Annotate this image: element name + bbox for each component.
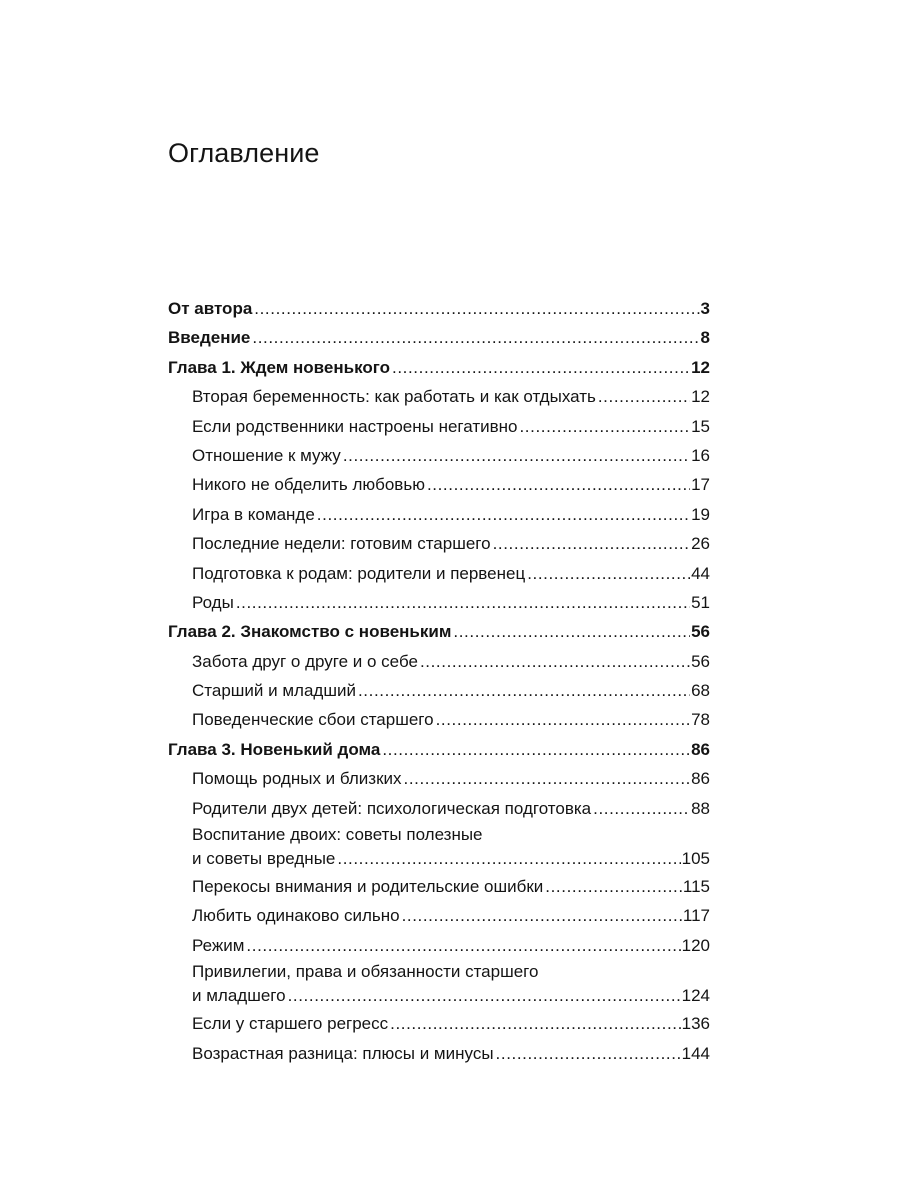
toc-entry-title: Старший и младший (192, 681, 356, 701)
toc-entry-sub (192, 441, 710, 470)
toc-entry-title: Родители двух детей: психологическая подготовка (192, 798, 592, 818)
page-title: Оглавление (168, 138, 320, 168)
toc-page-number: 26 (691, 534, 710, 554)
dot-leader (252, 323, 699, 352)
toc-entry-sub (192, 412, 710, 441)
dot-leader (402, 901, 682, 930)
toc-entry-title: Глава 2. Знакомство с новеньким (168, 622, 452, 642)
toc-entry-title: Подготовка к родам: родители и первенец (192, 563, 526, 583)
toc-entry-title: Перекосы внимания и родительские ошибки (192, 877, 544, 897)
toc-entry-sub (192, 901, 710, 930)
dot-leader (519, 412, 690, 441)
toc-entry-sub (192, 647, 710, 676)
toc-entry-title: Отношение к мужу (192, 445, 341, 465)
toc-page-number: 78 (691, 710, 710, 730)
dot-leader (427, 470, 690, 499)
toc-entry-title: Последние недели: готовим старшего (192, 534, 491, 554)
toc-entry-title: Глава 1. Ждем новенького (168, 357, 390, 377)
toc-entry-main (168, 323, 710, 352)
toc-entry-sub (192, 676, 710, 705)
toc-entry-title: Глава 3. Новенький дома (168, 739, 381, 759)
toc-page-number: 51 (691, 592, 710, 612)
dot-leader (246, 931, 680, 960)
toc-entry-sub (192, 872, 710, 901)
toc-entry-title: Возрастная разница: плюсы и минусы (192, 1043, 494, 1063)
dot-leader (358, 676, 690, 705)
toc-page-number: 56 (691, 651, 710, 671)
toc-entry-sub (192, 588, 710, 617)
toc-page-number: 12 (691, 357, 710, 377)
toc-page-number: 86 (691, 739, 710, 759)
toc-entry-main (168, 294, 710, 323)
dot-leader (382, 735, 690, 764)
toc-entry-sub (192, 1039, 710, 1068)
toc-entry-sub (192, 823, 710, 872)
dot-leader (254, 294, 699, 323)
dot-leader (392, 353, 690, 382)
toc-entry-main (168, 353, 710, 382)
toc-entry-sub (192, 931, 710, 960)
dot-leader (288, 984, 681, 1008)
table-of-contents (168, 294, 710, 1068)
toc-entry-title-line1: Привилегии, права и обязанности старшего (192, 962, 539, 982)
toc-entry-sub (192, 559, 710, 588)
toc-entry-title: и советы вредные (192, 849, 336, 869)
toc-page-number: 88 (691, 798, 710, 818)
toc-page-number: 17 (691, 475, 710, 495)
toc-entry-title: Роды (192, 592, 234, 612)
toc-page-number: 3 (700, 299, 710, 318)
toc-page-number: 19 (691, 504, 710, 524)
toc-entry-title: и младшего (192, 986, 286, 1006)
toc-entry-title: Помощь родных и близких (192, 769, 402, 789)
toc-entry-title-line1: Воспитание двоих: советы полезные (192, 825, 483, 845)
toc-page-number: 44 (691, 563, 710, 583)
toc-entry-main (168, 735, 710, 764)
dot-leader (337, 847, 680, 871)
toc-page-number: 12 (691, 387, 710, 407)
toc-entry-title: Режим (192, 935, 245, 955)
dot-leader (598, 382, 690, 411)
toc-entry-main (168, 617, 710, 646)
dot-leader (527, 559, 690, 588)
toc-entry-sub (192, 529, 710, 558)
toc-entry-sub (192, 382, 710, 411)
toc-page-number: 86 (691, 769, 710, 789)
toc-page-number: 16 (691, 445, 710, 465)
dot-leader (496, 1039, 681, 1068)
toc-entry-title: Поведенческие сбои старшего (192, 710, 434, 730)
toc-entry-sub (192, 1009, 710, 1038)
dot-leader (545, 872, 682, 901)
dot-leader (390, 1009, 680, 1038)
toc-page-number: 136 (681, 1014, 710, 1034)
toc-page-number: 56 (691, 622, 710, 642)
toc-entry-title: Любить одинаково сильно (192, 906, 400, 926)
toc-entry-title: Если родственники настроены негативно (192, 416, 518, 436)
dot-leader (317, 500, 690, 529)
toc-entry-title: Введение (168, 328, 251, 348)
toc-entry-sub (192, 705, 710, 734)
toc-entry-title: Никого не обделить любовью (192, 475, 425, 495)
toc-entry-sub (192, 500, 710, 529)
toc-entry-sub (192, 960, 710, 1009)
toc-page-number: 68 (691, 681, 710, 701)
toc-page-number: 120 (681, 935, 710, 955)
dot-leader (493, 529, 691, 558)
dot-leader (236, 588, 690, 617)
toc-page-number: 15 (691, 416, 710, 436)
toc-page-number: 115 (682, 877, 710, 897)
toc-entry-sub (192, 794, 710, 823)
toc-page-number: 144 (681, 1043, 710, 1063)
dot-leader (420, 647, 690, 676)
toc-entry-title: От автора (168, 299, 253, 318)
dot-leader (453, 617, 690, 646)
toc-entry-title: Если у старшего регресс (192, 1014, 389, 1034)
dot-leader (404, 764, 691, 793)
toc-page-number: 124 (681, 986, 710, 1006)
dot-leader (343, 441, 690, 470)
toc-entry-sub (192, 470, 710, 499)
toc-entry-title: Вторая беременность: как работать и как отдыхать (192, 387, 596, 407)
toc-page-number: 105 (681, 849, 710, 869)
toc-entry-title: Забота друг о друге и о себе (192, 651, 418, 671)
toc-entry-sub (192, 764, 710, 793)
toc-page-number: 8 (700, 328, 710, 348)
toc-page-number: 117 (682, 906, 710, 926)
dot-leader (436, 705, 691, 734)
toc-entry-title: Игра в команде (192, 504, 315, 524)
dot-leader (593, 794, 690, 823)
